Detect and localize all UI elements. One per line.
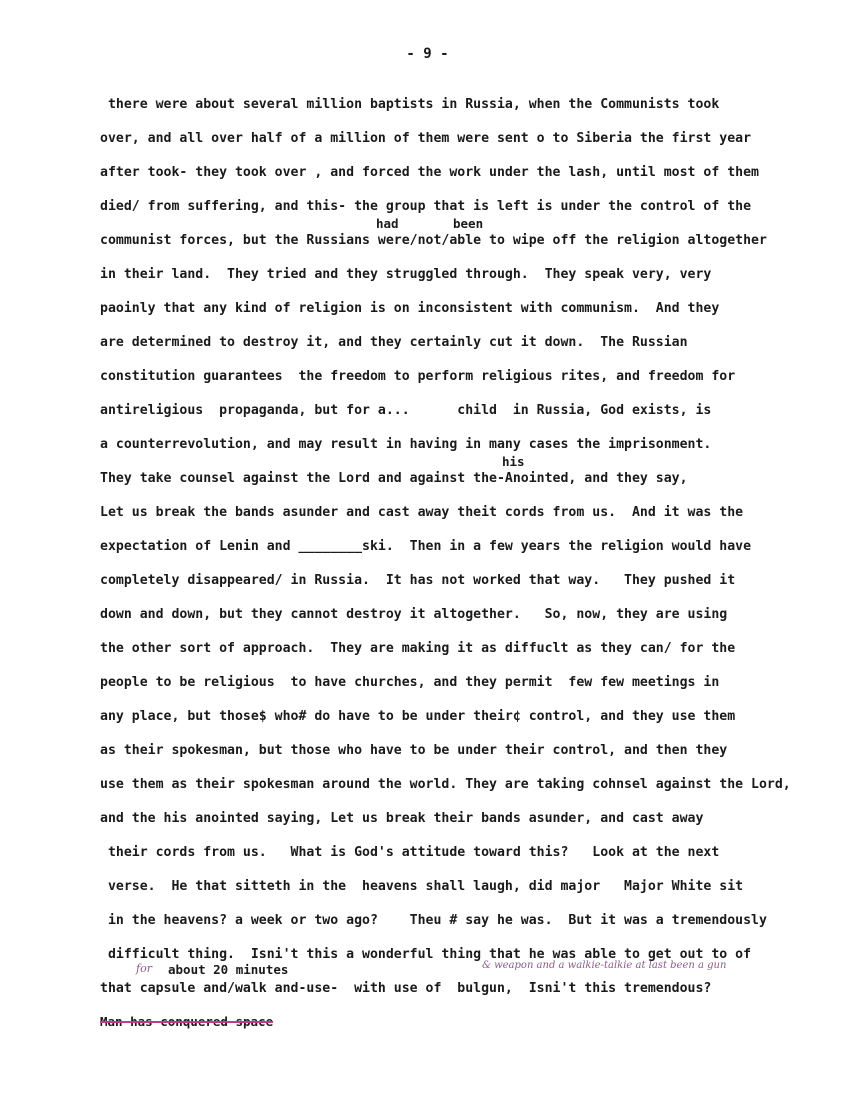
text-line: expectation of Lenin and ________ski. Then in a few years the religion would have [100,539,752,554]
text-line: any place, but those$ who# do have to be under their¢ control, and they use them [100,709,736,724]
struck-out-line: Man has conquered space [100,1014,274,1029]
text-line: paoinly that any kind of religion is on inconsistent with communism. And they [100,301,720,316]
text-line: the other sort of approach. They are making it as diffuclt as they can/ for the [100,641,736,656]
text-line: their cords from us. What is God's attitude toward this? Look at the next [100,845,720,860]
text-line: communist forces, but the Russians were/not/able to wipe off the religion altogether [100,233,767,248]
text-line: as their spokesman, but those who have to be under their control, and then they [100,743,728,758]
text-line: are determined to destroy it, and they certainly cut it down. The Russian [100,335,688,350]
interline-his: his [502,454,525,469]
interline-been: been [453,216,484,231]
handwritten-insertion-note: & weapon and a walkie-talkie at last been a gun [482,960,727,971]
interline-about-20-minutes: about 20 minutes [168,962,289,977]
text-line: completely disappeared/ in Russia. It has not worked that way. They pushed it [100,573,736,588]
text-line: antireligious propaganda, but for a... child in Russia, God exists, is [100,403,712,418]
text-line: They take counsel against the Lord and against the-Anointed, and they say, [100,471,688,486]
page-number: - 9 - [406,46,449,62]
text-line: over, and all over half of a million of them were sent o to Siberia the first year [100,131,752,146]
text-line: in the heavens? a week or two ago? Theu # say he was. But it was a tremendously [100,913,767,928]
text-line: use them as their spokesman around the world. They are taking cohnsel against the Lord, [100,777,791,792]
text-line: difficult thing. Isni't this a wonderful thing that he was able to get out to of [100,947,752,962]
handwritten-margin-note: for [136,962,152,975]
text-line: after took- they took over , and forced the work under the lash, until most of them [100,165,759,180]
text-line: and the his anointed saying, Let us break their bands asunder, and cast away [100,811,704,826]
text-line: people to be religious to have churches, and they permit few few meetings in [100,675,720,690]
text-line: verse. He that sitteth in the heavens shall laugh, did major Major White sit [100,879,744,894]
text-line: constitution guarantees the freedom to perform religious rites, and freedom for [100,369,736,384]
text-line: there were about several million baptists in Russia, when the Communists took [100,97,720,112]
body-text [100,95,845,1013]
text-line: a counterrevolution, and may result in having in many cases the imprisonment. [100,437,712,452]
text-line: in their land. They tried and they struggled through. They speak very, very [100,267,712,282]
text-line: died/ from suffering, and this- the group that is left is under the control of the [100,199,752,214]
text-line: Let us break the bands asunder and cast away theit cords from us. And it was the [100,505,744,520]
interline-had: had [376,216,399,231]
text-line: down and down, but they cannot destroy it altogether. So, now, they are using [100,607,728,622]
text-line: that capsule and/walk and-use- with use of bulgun, Isni't this tremendous? [100,981,712,996]
